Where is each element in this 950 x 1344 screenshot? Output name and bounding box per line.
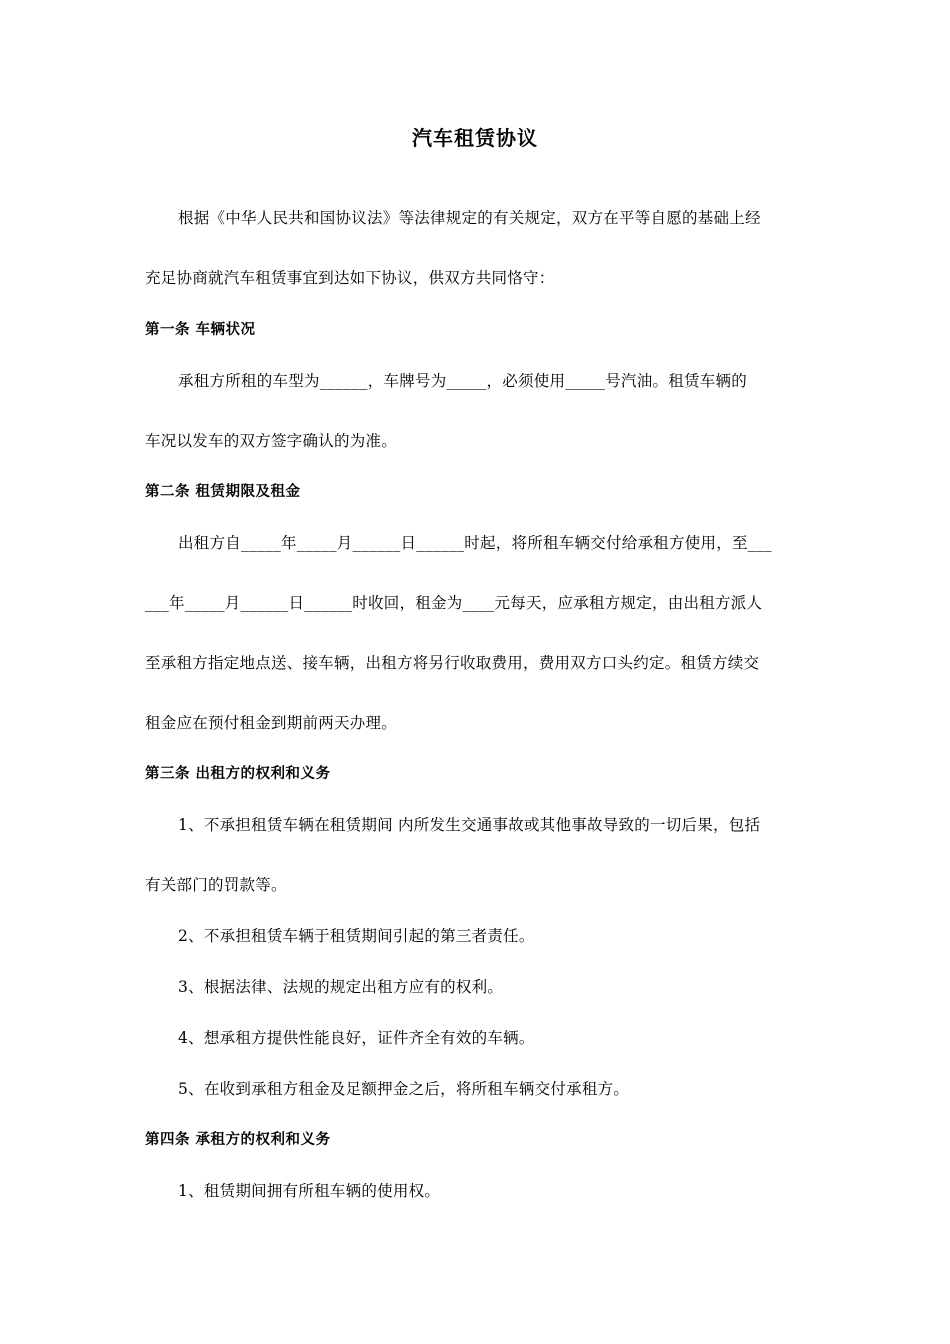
article-1-line-1: 承租方所租的车型为______，车牌号为_____，必须使用_____号汽油。租赁车辆的	[178, 372, 748, 390]
article-2-line-2: ___年_____月______日______时收回，租金为____元每天，应承租方规定，由出租方派人	[145, 594, 763, 612]
article-4-item-1: 1、租赁期间拥有所租车辆的使用权。	[178, 1182, 441, 1200]
article-3-item-1-line-1: 1、不承担租赁车辆在租赁期间 内所发生交通事故或其他事故导致的一切后果，包括	[178, 816, 761, 834]
article-2-line-4: 租金应在预付租金到期前两天办理。	[145, 714, 398, 732]
article-2-line-1: 出租方自_____年_____月______日______时起，将所租车辆交付给承租方使用，至___	[178, 534, 772, 552]
article-3-item-3: 3、根据法律、法规的规定出租方应有的权利。	[178, 978, 504, 996]
article-2-heading: 第二条 租赁期限及租金	[145, 484, 301, 500]
article-3-item-4: 4、想承租方提供性能良好，证件齐全有效的车辆。	[178, 1029, 535, 1047]
intro-line-2: 充足协商就汽车租赁事宜到达如下协议，供双方共同恪守：	[145, 269, 555, 287]
article-1-heading: 第一条 车辆状况	[145, 322, 256, 338]
article-4-heading: 第四条 承租方的权利和义务	[145, 1132, 331, 1148]
article-1-line-2: 车况以发车的双方签字确认的为准。	[145, 432, 398, 450]
article-3-heading: 第三条 出租方的权利和义务	[145, 766, 331, 782]
document-title: 汽车租赁协议	[412, 126, 538, 150]
article-3-item-2: 2、不承担租赁车辆于租赁期间引起的第三者责任。	[178, 927, 535, 945]
article-2-line-3: 至承租方指定地点送、接车辆，出租方将另行收取费用，费用双方口头约定。租赁方续交	[145, 654, 760, 672]
intro-line-1: 根据《中华人民共和国协议法》等法律规定的有关规定，双方在平等自愿的基础上经	[178, 209, 761, 227]
article-3-item-1-line-2: 有关部门的罚款等。	[145, 876, 287, 894]
article-3-item-5: 5、在收到承租方租金及足额押金之后，将所租车辆交付承租方。	[178, 1080, 630, 1098]
